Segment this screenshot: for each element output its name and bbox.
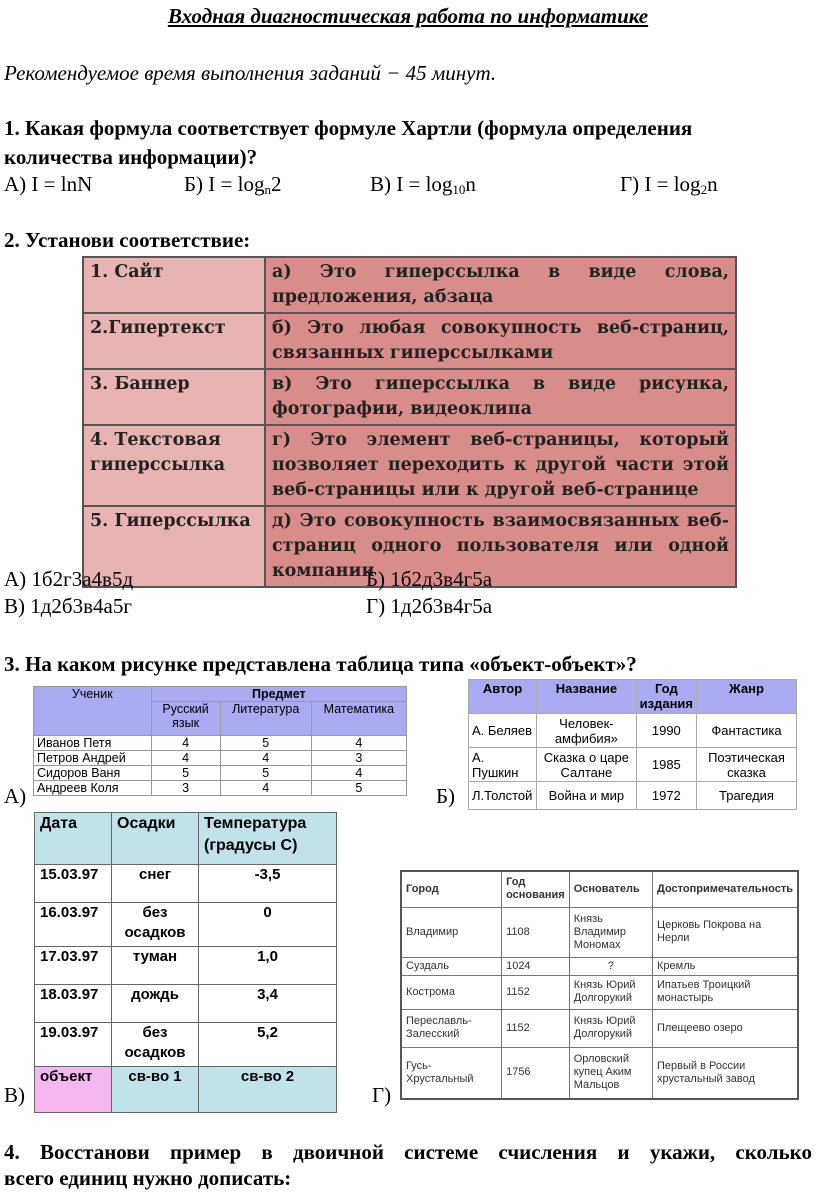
cell: 15.03.97 [35, 865, 112, 903]
recommended-time: Рекомендуемое время выполнения заданий − 45 минут. [4, 61, 497, 85]
matching-row [83, 425, 736, 506]
cell: Фантастика [697, 714, 797, 748]
header-author: Автор [469, 680, 537, 714]
cell: 4 [151, 736, 220, 751]
cell: 4 [220, 751, 311, 766]
header-temperature: Температура (градусы С) [199, 813, 337, 865]
cell: Гусь-Хрустальный [401, 1047, 502, 1099]
cell: 4 [220, 781, 311, 796]
q2-answer-a: А) 1б2г3а4в5д [4, 567, 134, 591]
cell: 1,0 [199, 947, 337, 985]
picture-b-table [468, 679, 797, 810]
table-row [35, 985, 337, 1023]
q1-option-g: Г) $I = \log_2n$ [620, 172, 718, 197]
table-row [401, 1047, 798, 1099]
cell: Суздаль [401, 957, 502, 975]
cell: А. Беляев [469, 714, 537, 748]
header-subject: Предмет [151, 687, 406, 702]
table-row [34, 766, 407, 781]
header-precipitation: Осадки [112, 813, 199, 865]
cell: 3 [311, 751, 406, 766]
matching-row [83, 369, 736, 425]
table-row [35, 865, 337, 903]
cell: Андреев Коля [34, 781, 152, 796]
cell: 1990 [636, 714, 696, 748]
cell: 5 [151, 766, 220, 781]
cell: Поэтическая сказка [697, 748, 797, 782]
matching-row [83, 313, 736, 369]
q2-answer-g: Г) 1д2б3в4г5а [366, 594, 493, 618]
cell: св-во 2 [199, 1067, 337, 1113]
table-row [401, 957, 798, 975]
matching-row [83, 257, 736, 313]
cell: 4 [311, 766, 406, 781]
table-row [401, 907, 798, 957]
table-row [34, 736, 407, 751]
cell: 1756 [502, 1047, 570, 1099]
table-row [34, 781, 407, 796]
picture-a-table [33, 686, 407, 796]
header-student: Ученик [34, 687, 152, 736]
label-g: Г) [372, 1083, 392, 1107]
cell: 1024 [502, 957, 570, 975]
q2-answer-b: Б) 1б2д3в4г5а [366, 567, 493, 591]
cell: Сидоров Ваня [34, 766, 152, 781]
cell: Первый в России хрустальный завод [653, 1047, 798, 1099]
header-name: Название [537, 680, 637, 714]
cell: объект [35, 1067, 112, 1113]
q1-text-line2: количества информации)? [4, 145, 258, 169]
cell: 4 [151, 751, 220, 766]
cell: Человек-амфибия» [537, 714, 637, 748]
q4-text-line1: 4. Восстанови пример в двоичной системе счисления и укажи, сколько [4, 1140, 812, 1164]
table-row [35, 947, 337, 985]
q2-text: 2. Установи соответствие: [4, 228, 251, 252]
header-russian: Русский язык [151, 702, 220, 736]
table-row [35, 903, 337, 947]
header-literature: Литература [220, 702, 311, 736]
cell: Сказка о царе Салтане [537, 748, 637, 782]
header-genre: Жанр [697, 680, 797, 714]
q1-options [4, 172, 804, 198]
cell: -3,5 [199, 865, 337, 903]
cell: снег [112, 865, 199, 903]
cell: без осадков [112, 903, 199, 947]
cell: Переславль-Залесский [401, 1009, 502, 1047]
q1-option-a: А) I = lnN [4, 172, 93, 196]
matching-term: 2.Гипертекст [83, 313, 265, 369]
matching-term: 3. Баннер [83, 369, 265, 425]
header-city: Город [401, 871, 502, 907]
header-math: Математика [311, 702, 406, 736]
cell: Ипатьев Троицкий монастырь [653, 975, 798, 1009]
cell: Петров Андрей [34, 751, 152, 766]
cell: Война и мир [537, 782, 637, 810]
header-founded: Год основания [502, 871, 570, 907]
cell: 5 [220, 736, 311, 751]
cell: 1152 [502, 975, 570, 1009]
label-b: Б) [436, 784, 456, 808]
cell: А. Пушкин [469, 748, 537, 782]
matching-definition: а) Это гиперссылка в виде слова, предложения, абзаца [265, 257, 736, 313]
cell: дождь [112, 985, 199, 1023]
cell: 1108 [502, 907, 570, 957]
cell: 5 [311, 781, 406, 796]
header-year: Год издания [636, 680, 696, 714]
cell: Князь Юрий Долгорукий [569, 1009, 652, 1047]
cell: Плещеево озеро [653, 1009, 798, 1047]
matching-definition: в) Это гиперссылка в виде рисунка, фотографии, видеоклипа [265, 369, 736, 425]
matching-term: 5. Гиперссылка [83, 506, 265, 587]
matching-table [82, 256, 737, 588]
label-a: А) [4, 784, 27, 808]
cell: св-во 1 [112, 1067, 199, 1113]
matching-term: 1. Сайт [83, 257, 265, 313]
label-v: В) [4, 1083, 25, 1107]
cell: Иванов Петя [34, 736, 152, 751]
cell: 1152 [502, 1009, 570, 1047]
q1-option-v: В) $I = \log_{10}n$ [370, 172, 476, 197]
cell: Орловский купец Аким Мальцов [569, 1047, 652, 1099]
cell: Церковь Покрова на Нерли [653, 907, 798, 957]
table-row [469, 748, 797, 782]
cell: Владимир [401, 907, 502, 957]
cell: 17.03.97 [35, 947, 112, 985]
q3-text: 3. На каком рисунке представлена таблица типа «объект-объект»? [4, 652, 637, 676]
header-founder: Основатель [569, 871, 652, 907]
cell: Князь Владимир Мономах [569, 907, 652, 957]
picture-g-table [400, 870, 799, 1100]
cell: 1985 [636, 748, 696, 782]
cell: 19.03.97 [35, 1023, 112, 1067]
cell: ? [569, 957, 652, 975]
page-title: Входная диагностическая работа по информатике [167, 4, 649, 28]
header-date: Дата [35, 813, 112, 865]
cell: 16.03.97 [35, 903, 112, 947]
cell: 1972 [636, 782, 696, 810]
q1-text-line1: 1. Какая формула соответствует формуле Хартли (формула определения [4, 116, 693, 140]
cell: 5,2 [199, 1023, 337, 1067]
matching-definition: г) Это элемент веб-страницы, который позволяет переходить к другой части этой веб-страницы или к другой веб-странице [265, 425, 736, 506]
table-row [401, 975, 798, 1009]
table-row [401, 1009, 798, 1047]
q1-option-b: Б) $I = \log_n2$ [184, 172, 282, 197]
table-row [469, 782, 797, 810]
table-row [35, 1067, 337, 1113]
q2-answer-v: В) 1д2б3в4а5г [4, 594, 132, 618]
header-landmark: Достопримечательность [653, 871, 798, 907]
picture-v-table [34, 812, 337, 1113]
q4-text-line2: всего единиц нужно дописать: [4, 1166, 292, 1190]
table-row [35, 1023, 337, 1067]
cell: Кострома [401, 975, 502, 1009]
cell: 4 [311, 736, 406, 751]
cell: 3 [151, 781, 220, 796]
cell: Трагедия [697, 782, 797, 810]
cell: 18.03.97 [35, 985, 112, 1023]
cell: Князь Юрий Долгорукий [569, 975, 652, 1009]
matching-definition: б) Это любая совокупность веб-страниц, связанных гиперссылками [265, 313, 736, 369]
cell: Л.Толстой [469, 782, 537, 810]
matching-definition: д) Это совокупность взаимосвязанных веб-страниц одного пользователя или одной компании [265, 506, 736, 587]
table-row [34, 751, 407, 766]
cell: Кремль [653, 957, 798, 975]
cell: туман [112, 947, 199, 985]
cell: без осадков [112, 1023, 199, 1067]
cell: 5 [220, 766, 311, 781]
table-row [469, 714, 797, 748]
cell: 3,4 [199, 985, 337, 1023]
matching-term: 4. Текстовая гиперссылка [83, 425, 265, 506]
cell: 0 [199, 903, 337, 947]
